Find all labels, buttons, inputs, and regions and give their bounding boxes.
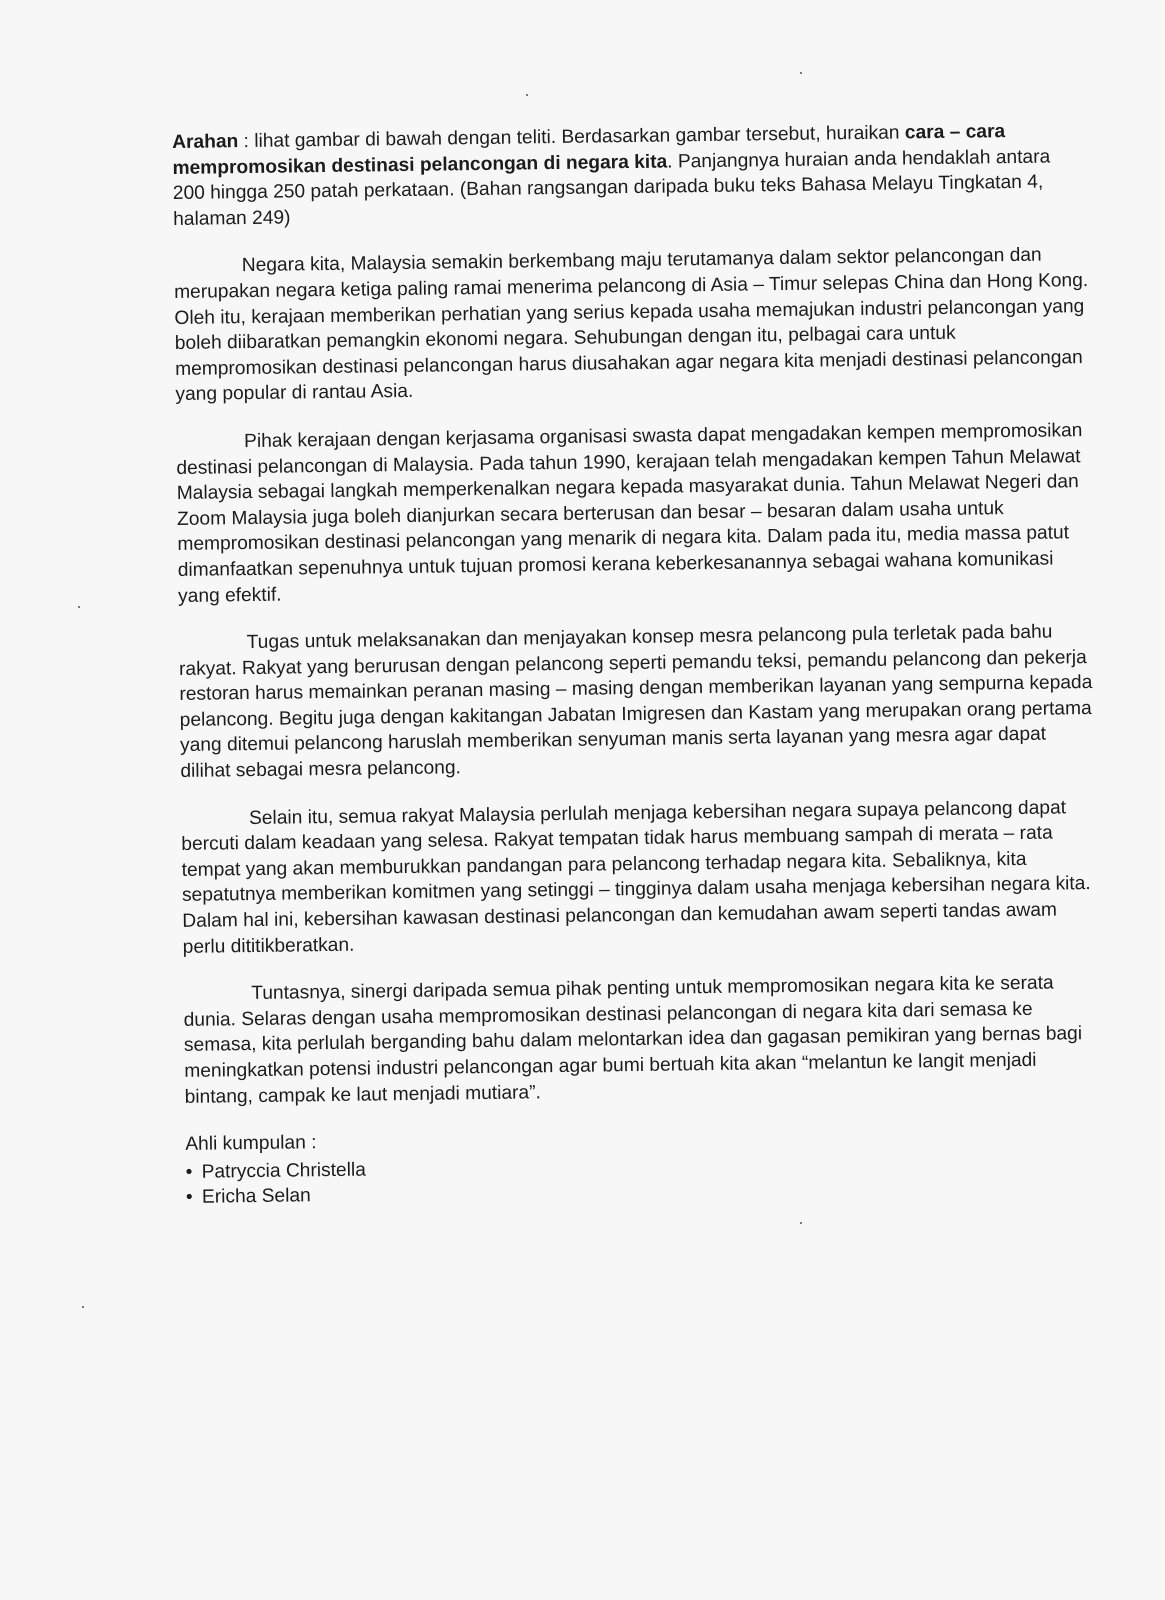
scan-speck (526, 94, 528, 96)
group-members-heading: Ahli kumpulan : (185, 1132, 317, 1156)
paragraph-introduction: Negara kita, Malaysia semakin berkembang maju terutamanya dalam sektor pelancongan dan merupakan negara ketiga paling ramai menerima pelancong di Asia – Timur selepas China dan Hong Kong. Oleh itu, kerajaan memberikan perhatian yang serius kepada usaha memajukan industri pelancongan yang boleh diibaratkan pemangkin ekonomi negara. Sehubungan dengan itu, pelbagai cara untuk mempromosikan destinasi pelancongan harus diusahakan agar negara kita menjadi destinasi pelancongan yang popular di rantau Asia. (173, 245, 1089, 406)
scan-speck (78, 606, 80, 608)
member-name: Patryccia Christella (201, 1159, 366, 1183)
instruction-text-1: : lihat gambar di bawah dengan teliti. Berdasarkan gambar tersebut, huraikan (238, 122, 905, 153)
scan-speck (82, 1306, 84, 1308)
scan-speck (800, 1222, 802, 1224)
paragraph-government-campaign: Pihak kerajaan dengan kerjasama organisasi swasta dapat mengadakan kempen mempromosikan destinasi pelancongan di Malaysia. Pada tahun 1990, kerajaan telah mengadakan kempen Tahun Melawat Malaysia sebagai langkah memperkenalkan negara kepada masyarakat dunia. Tahun Melawat Negeri dan Zoom Malaysia juga boleh dianjurkan secara berterusan dan besar – besaran dalam usaha untuk mempromosikan destinasi pelancongan yang menarik di negara kita. Dalam pada itu, media massa patut dimanfaatkan sepenuhnya untuk tujuan promosi kerana keberkesanannya sebagai wahana komunikasi yang efektif. (176, 420, 1083, 607)
paragraph-conclusion: Tuntasnya, sinergi daripada semua pihak penting untuk mempromosikan negara kita ke serata dunia. Selaras dengan usaha mempromosikan destinasi pelancongan di negara kita dari semasa ke semasa, kita perlulah berganding bahu dalam melontarkan idea dan gagasan pemikiran yang bernas bagi meningkatkan potensi industri pelancongan agar bumi bertuah kita akan “melantun ke langit menjadi bintang, campak ke laut menjadi mutiara”. (183, 972, 1083, 1108)
instruction-emphasis: cara – cara mempromosikan destinasi pelancongan di negara kita (172, 121, 1006, 179)
document-body (172, 118, 1101, 1211)
scan-speck (800, 72, 802, 74)
bullet-icon: • (185, 1187, 193, 1209)
instruction-label: Arahan (172, 131, 239, 153)
paragraph-tourist-friendly: Tugas untuk melaksanakan dan menjayakan konsep mesra pelancong pula terletak pada bahu rakyat. Rakyat yang berurusan dengan pelancong seperti pemandu teksi, pemandu pelancong dan pekerja restoran harus memainkan peranan masing – masing dengan memberikan layanan yang sempurna kepada pelancong. Begitu juga dengan kakitangan Jabatan Imigresen dan Kastam yang merupakan orang pertama yang ditemui pelancong haruslah memberikan senyuman manis serta layanan yang mesra agar dapat dilihat sebagai mesra pelancong. (178, 621, 1093, 783)
member-name: Ericha Selan (201, 1185, 311, 1209)
instruction-text-2: . Panjangnya huraian anda hendaklah antara 200 hingga 250 patah perkataan. (Bahan rangsangan daripada buku teks Bahasa Melayu Tingkatan 4, halaman 249) (172, 146, 1051, 230)
group-members-list (185, 1148, 1101, 1211)
bullet-icon: • (185, 1161, 193, 1183)
instruction-paragraph (172, 118, 1088, 232)
paragraph-cleanliness: Selain itu, semua rakyat Malaysia perlulah menjaga kebersihan negara supaya pelancong dapat bercuti dalam keadaan yang selesa. Rakyat tempatan tidak harus membuang sampah di merata – rata tempat yang akan memburukkan pandangan para pelancong terhadap negara kita. Sebaliknya, kita sepatutnya memberikan komitmen yang setinggi – tingginya dalam usaha menjaga kebersihan negara kita. Dalam hal ini, kebersihan kawasan destinasi pelancongan dan kemudahan awam seperti tandas awam perlu dititikberatkan. (181, 797, 1091, 958)
